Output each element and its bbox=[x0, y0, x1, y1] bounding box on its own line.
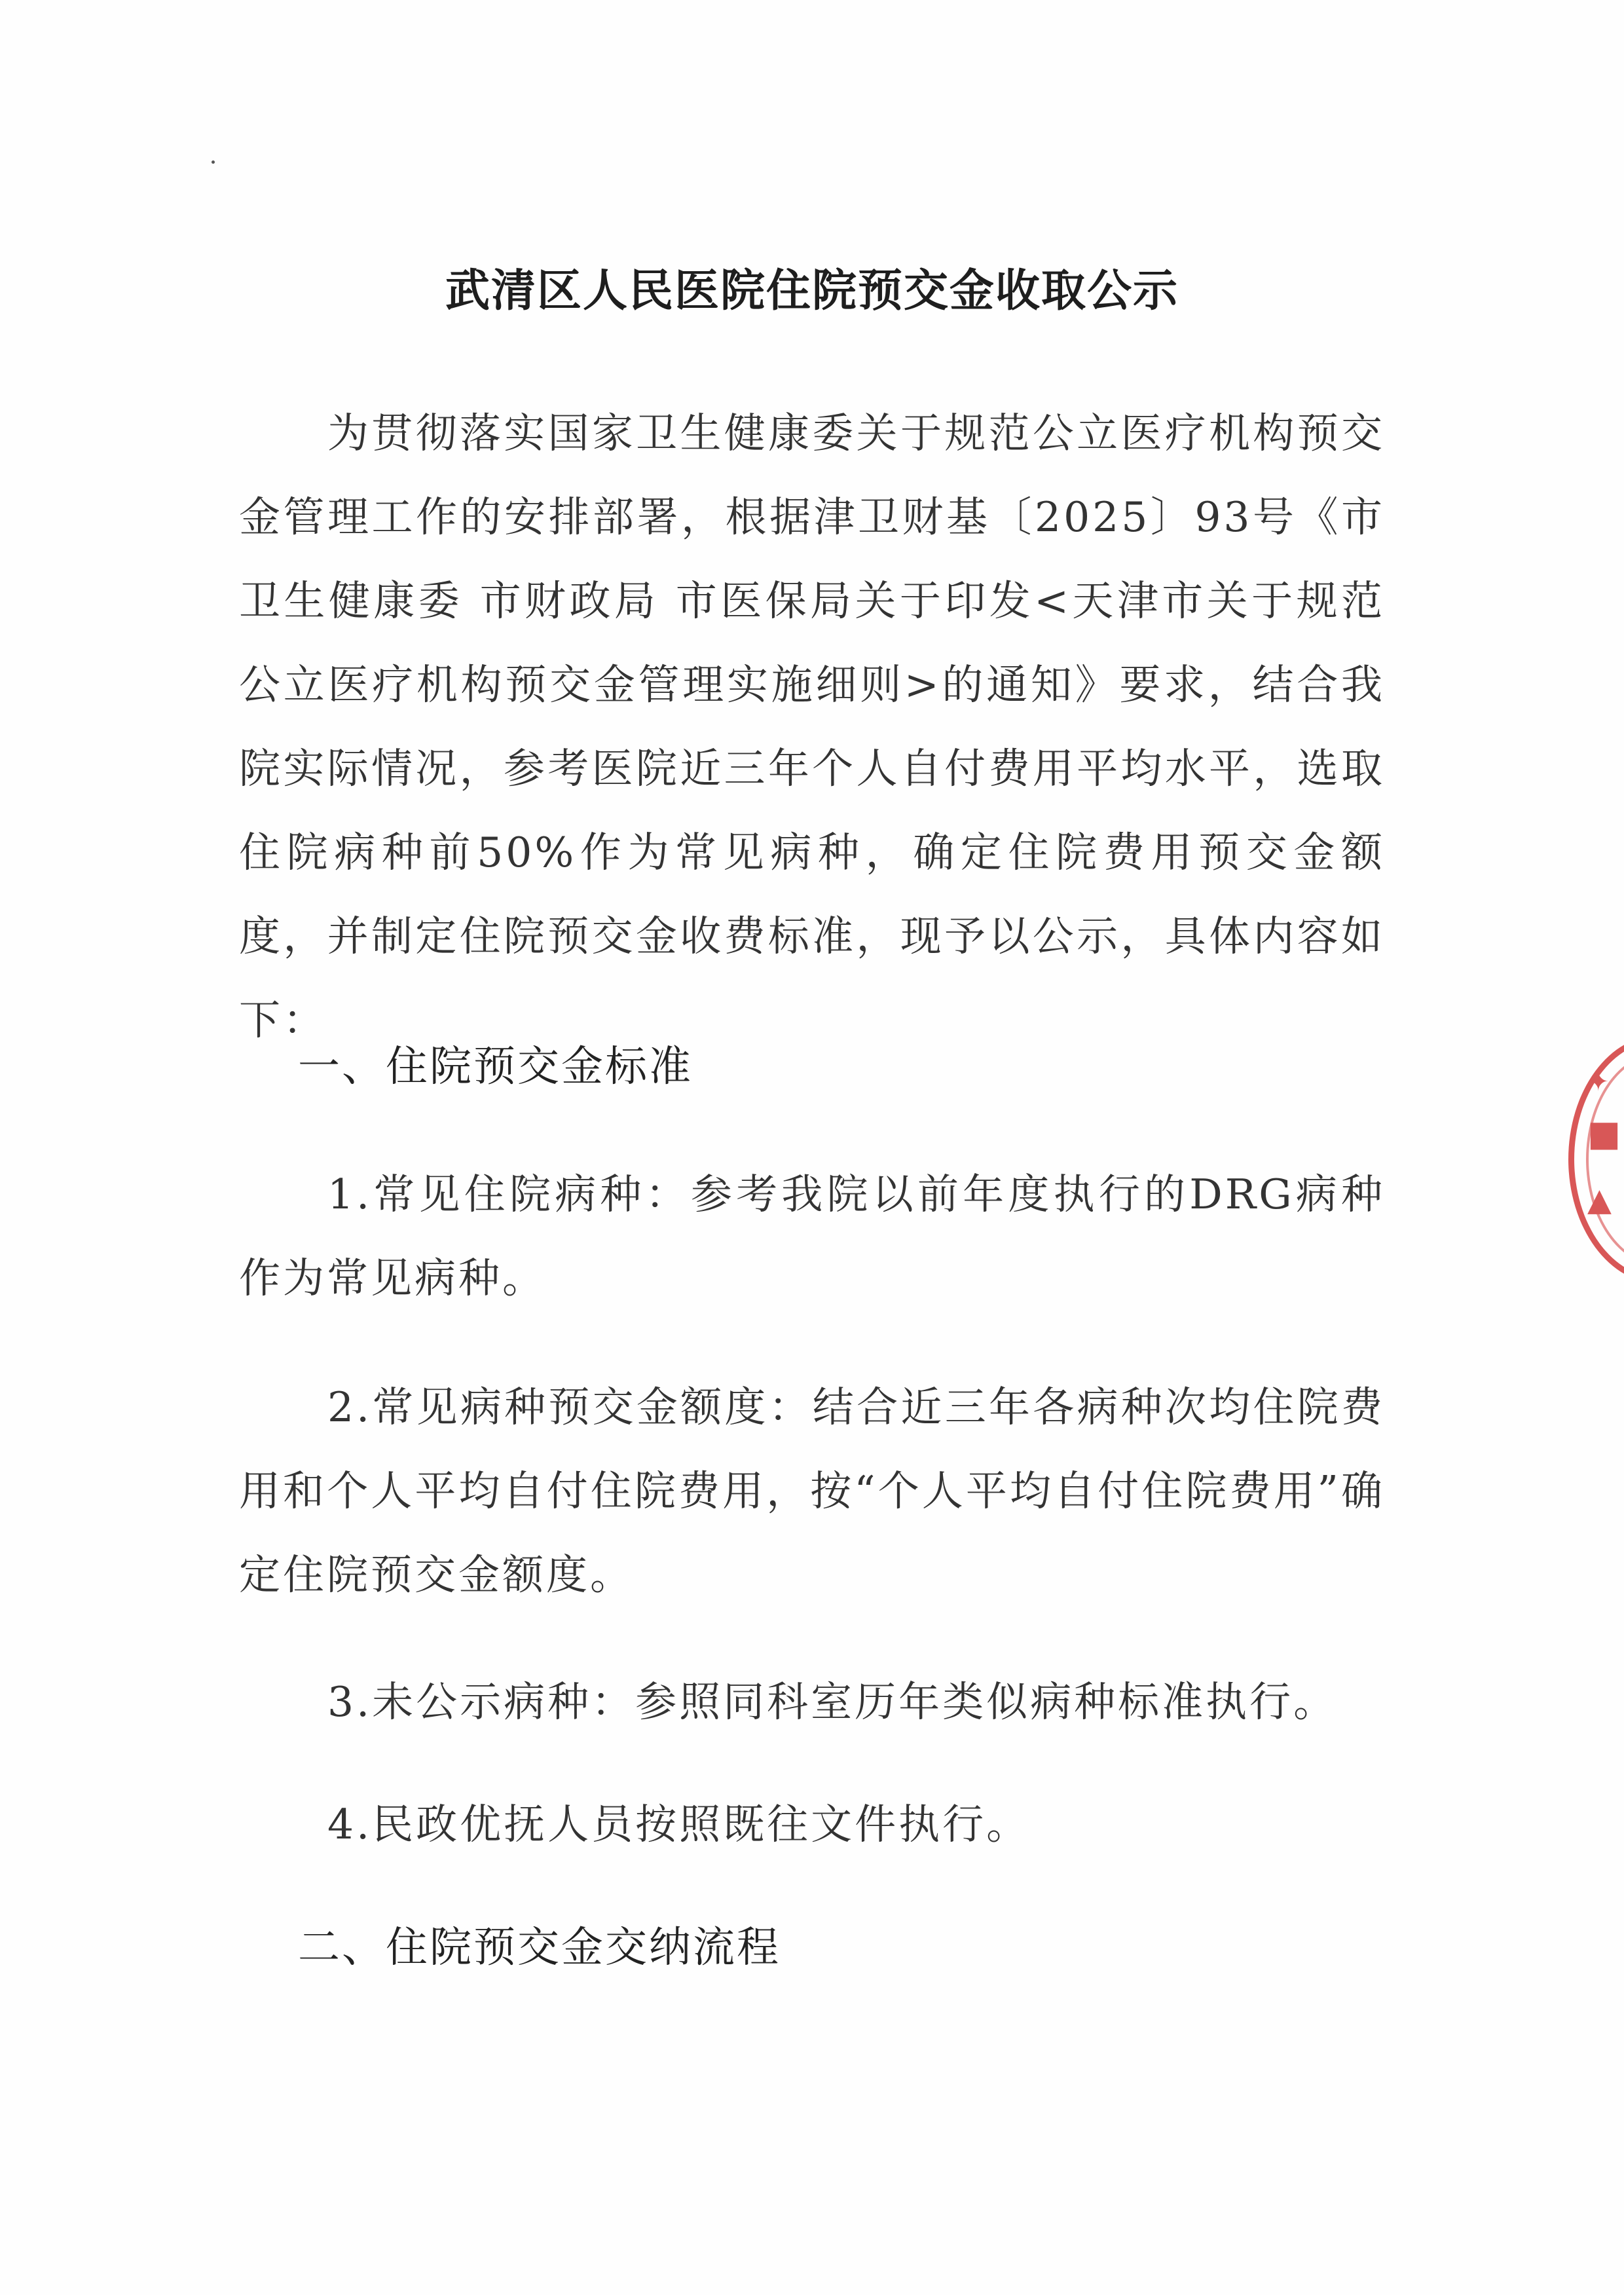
red-seal-stamp bbox=[1568, 1035, 1624, 1284]
seal-mark-bottom: ▲ bbox=[1587, 1182, 1612, 1218]
intro-paragraph: 为贯彻落实国家卫生健康委关于规范公立医疗机构预交金管理工作的安排部署，根据津卫财基〔2025〕93号《市卫生健康委 市财政局 市医保局关于印发<天津市关于规范公立医疗机构预交金管理实施细则>的通知》要求，结合我院实际情况，参考医院近三年个人自付费用平均水平，选取住院病种前50%作为常见病种，确定住院费用预交金额度，并制定住院预交金收费标准，现予以公示，具体内容如下： bbox=[239, 409, 1385, 1044]
section-1-item-3: 3.未公示病种：参照同科室历年类似病种标准执行。 bbox=[327, 1678, 1338, 1726]
section-1-item-2: 2.常见病种预交金额度：结合近三年各病种次均住院费用和个人平均自付住院费用，按“个人平均自付住院费用”确定住院预交金额度。 bbox=[239, 1383, 1385, 1599]
section-2-heading: 二、住院预交金交纳流程 bbox=[298, 1924, 781, 1972]
document-title: 武清区人民医院住院预交金收取公示 bbox=[445, 265, 1179, 317]
section-1-item-1: 1.常见住院病种：参考我院以前年度执行的DRG病种作为常见病种。 bbox=[239, 1170, 1385, 1302]
section-1-item-4: 4.民政优抚人员按照既往文件执行。 bbox=[327, 1801, 1031, 1848]
seal-mark-middle: ■ bbox=[1587, 1113, 1621, 1154]
scan-speck bbox=[212, 160, 215, 164]
seal-mark-top: ✦ bbox=[1587, 1067, 1610, 1097]
section-1-heading: 一、住院预交金标准 bbox=[298, 1043, 693, 1091]
